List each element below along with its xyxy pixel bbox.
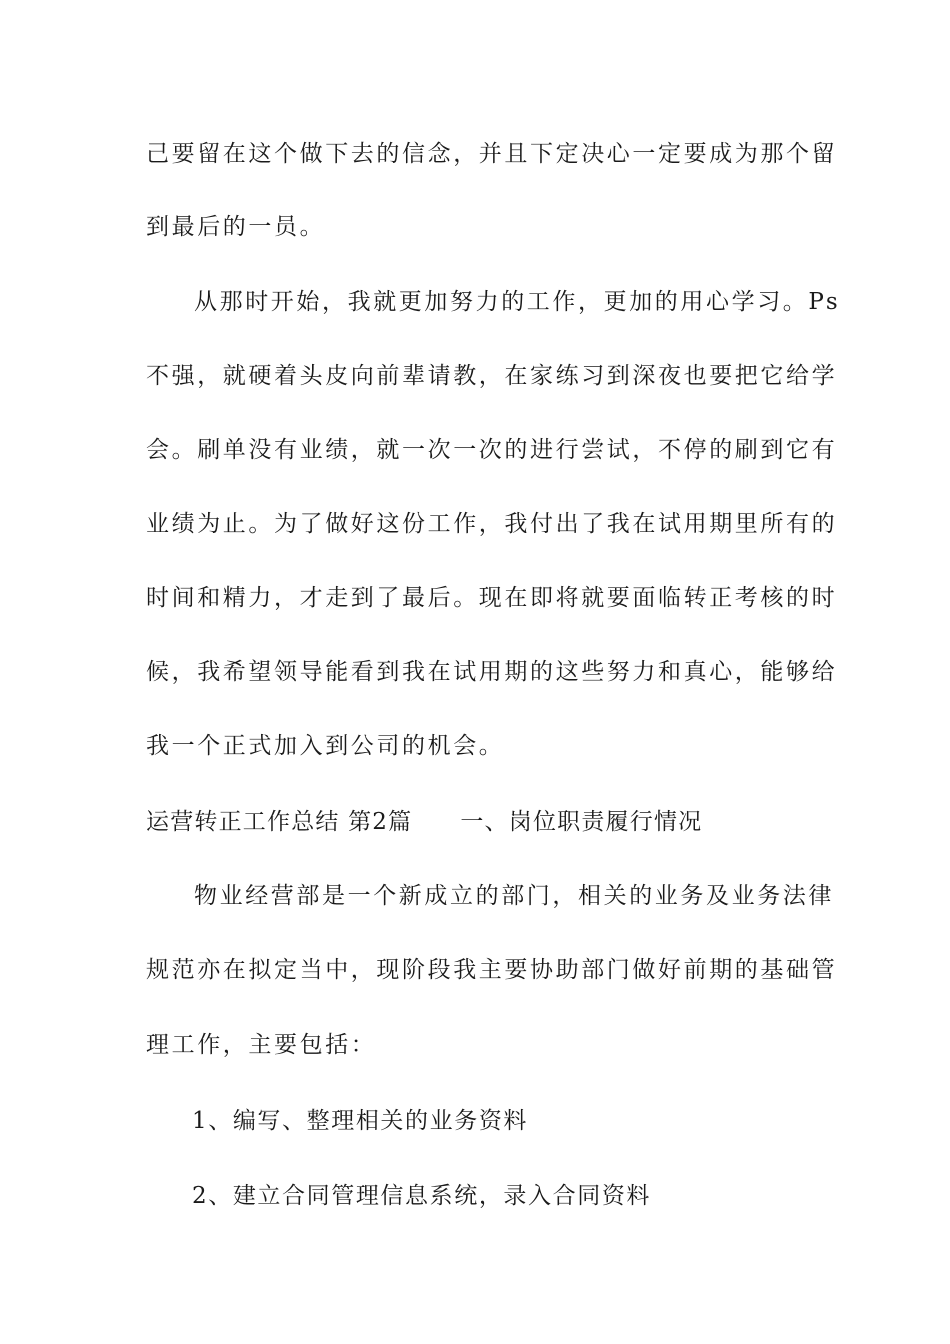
- section-subtitle: 一、岗位职责履行情况: [460, 809, 703, 835]
- list-item: 2、建立合同管理信息系统，录入合同资料: [192, 1183, 652, 1209]
- list-item: 1、编写、整理相关的业务资料: [192, 1108, 529, 1134]
- section-title: 运营转正工作总结 第2篇: [146, 809, 413, 835]
- body-line: 规范亦在拟定当中，现阶段我主要协助部门做好前期的基础管: [146, 957, 838, 983]
- body-line: 业绩为止。为了做好这份工作，我付出了我在试用期里所有的: [146, 511, 838, 537]
- body-line: 候，我希望领导能看到我在试用期的这些努力和真心，能够给: [146, 659, 838, 685]
- body-line: 会。刷单没有业绩，就一次一次的进行尝试，不停的刷到它有: [146, 437, 838, 463]
- paragraph-start-line: 从那时开始，我就更加努力的工作，更加的用心学习。Ps: [194, 289, 841, 315]
- body-line: 我一个正式加入到公司的机会。: [146, 733, 505, 759]
- body-line: 理工作，主要包括：: [146, 1032, 377, 1058]
- body-line: 己要留在这个做下去的信念，并且下定决心一定要成为那个留: [146, 141, 838, 167]
- paragraph-start-line: 物业经营部是一个新成立的部门，相关的业务及业务法律: [194, 883, 834, 909]
- section-heading: [146, 806, 702, 838]
- body-line: 不强，就硬着头皮向前辈请教，在家练习到深夜也要把它给学: [146, 363, 838, 389]
- body-line: 时间和精力，才走到了最后。现在即将就要面临转正考核的时: [146, 585, 838, 611]
- body-line: 到最后的一员。: [146, 214, 326, 240]
